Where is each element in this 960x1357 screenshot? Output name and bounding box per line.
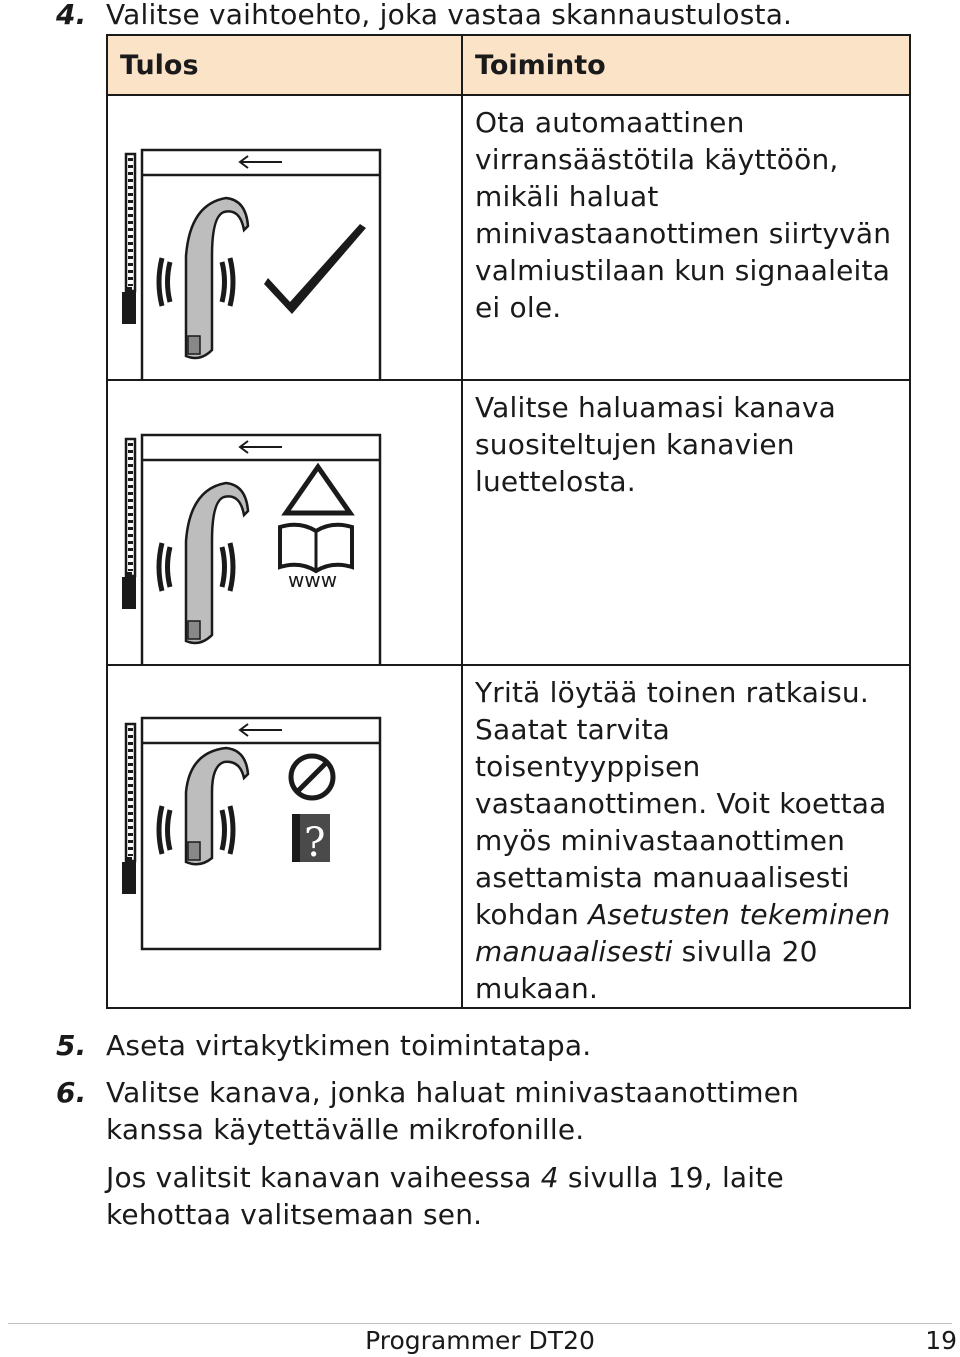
battery-icon <box>122 857 136 894</box>
table-row <box>107 665 910 1008</box>
device-screen-illustration <box>108 381 463 664</box>
book-glyph: ? <box>304 820 326 866</box>
result-cell <box>107 95 462 380</box>
action-cell: Ota automaattinen virransäästötila käyttöön, mikäli haluat minivastaanottimen siirtyvän valmiustilaan kun signaaleita ei ole. <box>462 95 910 380</box>
screen-frame <box>142 435 380 664</box>
device-screen-illustration <box>108 96 463 379</box>
signal-strength-icon <box>126 724 135 861</box>
header-action: Toiminto <box>462 35 910 95</box>
scan-results-table <box>106 34 911 1009</box>
note-step-reference: 4 <box>540 1161 559 1194</box>
battery-icon <box>122 287 136 324</box>
note-text-part: sivulla 19, laite kehottaa valitsemaan sen. <box>106 1161 784 1231</box>
page-number: 19 <box>925 1326 957 1355</box>
signal-strength-icon <box>126 439 135 576</box>
battery-icon <box>122 572 136 609</box>
signal-strength-icon <box>126 154 135 291</box>
header-result: Tulos <box>107 35 462 95</box>
action-text: sivulla 20 mukaan. <box>475 935 818 1005</box>
screen-frame <box>142 718 380 949</box>
step-number: 4. <box>56 0 87 31</box>
device-screen-illustration <box>108 666 463 982</box>
table-header-row <box>107 35 910 95</box>
footer-divider <box>8 1323 952 1324</box>
help-book-icon <box>292 814 330 866</box>
table-row <box>107 95 910 380</box>
result-cell <box>107 380 462 665</box>
note-text-part: Jos valitsit kanavan vaiheessa <box>106 1161 541 1194</box>
action-text: Yritä löytää toinen ratkaisu. Saatat tarvita toisentyyppisen vastaanottimen. Voit koettaa myös minivastaanottimen asettamista manuaalisesti kohdan <box>475 676 887 931</box>
action-cell: Valitse haluamasi kanava suositeltujen kanavien luettelosta. <box>462 380 910 665</box>
screen-frame <box>142 150 380 379</box>
action-cell <box>462 665 910 1008</box>
result-cell <box>107 665 462 1008</box>
step-number: 5. <box>56 1029 87 1062</box>
step-text: Aseta virtakytkimen toimintatapa. <box>106 1029 592 1062</box>
book-caption: www <box>288 568 338 592</box>
step-text: Valitse vaihtoehto, joka vastaa skannaustulosta. <box>106 0 793 31</box>
step-text: Valitse kanava, jonka haluat minivastaanottimen kanssa käytettävälle mikrofonille. <box>106 1076 800 1146</box>
footer-title: Programmer DT20 <box>365 1326 595 1355</box>
note-text <box>106 1159 906 1233</box>
step-number: 6. <box>56 1076 87 1109</box>
table-row <box>107 380 910 665</box>
cross-reference-link-text: Asetusten tekeminen manuaalisesti <box>475 898 891 968</box>
